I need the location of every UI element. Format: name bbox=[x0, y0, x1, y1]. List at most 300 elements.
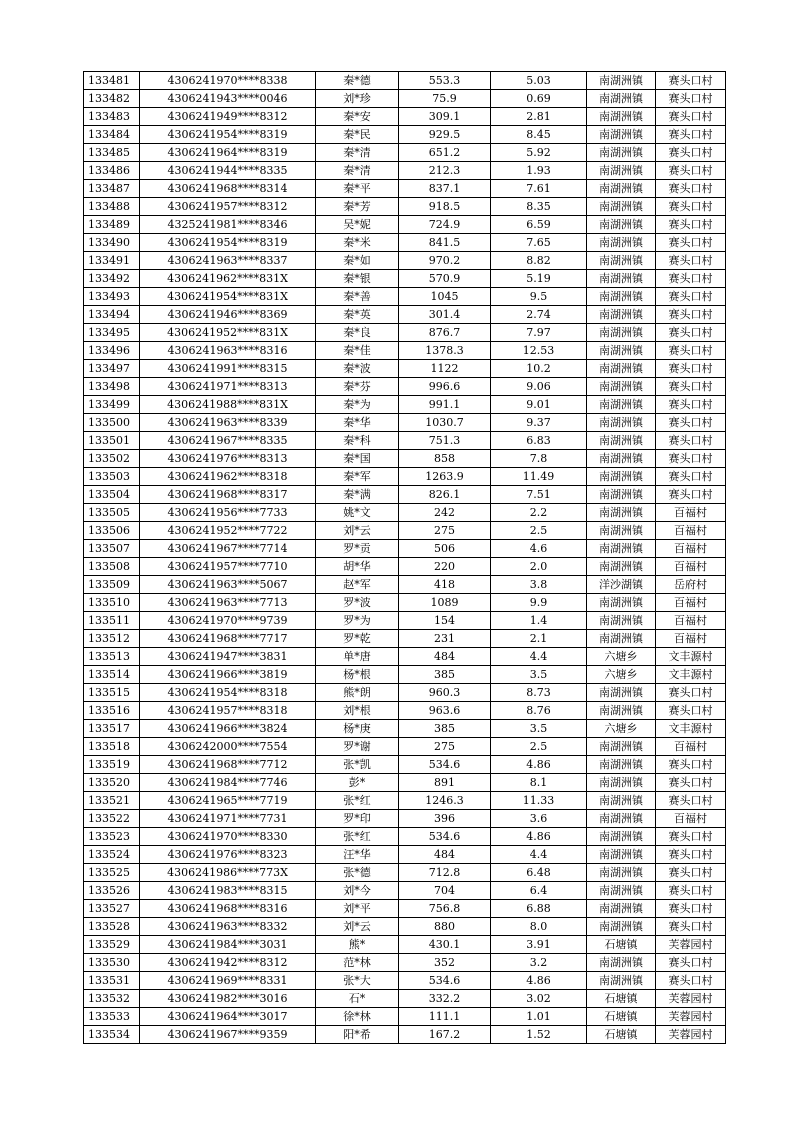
cell-name: 石* bbox=[316, 990, 399, 1008]
cell-name: 秦*安 bbox=[316, 108, 399, 126]
cell-id-number: 4306241969****8331 bbox=[140, 972, 316, 990]
table-row bbox=[84, 414, 726, 432]
cell-village: 赛头口村 bbox=[656, 918, 726, 936]
cell-id-number: 4306241968****7712 bbox=[140, 756, 316, 774]
cell-name: 秦*为 bbox=[316, 396, 399, 414]
cell-amount: 4.86 bbox=[491, 756, 587, 774]
cell-village: 赛头口村 bbox=[656, 684, 726, 702]
cell-area: 167.2 bbox=[399, 1026, 491, 1044]
cell-amount: 6.48 bbox=[491, 864, 587, 882]
cell-name: 刘*平 bbox=[316, 900, 399, 918]
cell-village: 百福村 bbox=[656, 630, 726, 648]
cell-area: 154 bbox=[399, 612, 491, 630]
cell-village: 赛头口村 bbox=[656, 360, 726, 378]
cell-township: 南湖洲镇 bbox=[587, 378, 656, 396]
cell-id-number: 4306241954****8318 bbox=[140, 684, 316, 702]
cell-amount: 6.88 bbox=[491, 900, 587, 918]
cell-village: 赛头口村 bbox=[656, 342, 726, 360]
cell-amount: 9.9 bbox=[491, 594, 587, 612]
cell-village: 百福村 bbox=[656, 558, 726, 576]
cell-amount: 6.83 bbox=[491, 432, 587, 450]
cell-name: 刘*珍 bbox=[316, 90, 399, 108]
table-row bbox=[84, 270, 726, 288]
cell-id-number: 4325241981****8346 bbox=[140, 216, 316, 234]
cell-amount: 9.5 bbox=[491, 288, 587, 306]
cell-township: 南湖洲镇 bbox=[587, 918, 656, 936]
cell-amount: 11.49 bbox=[491, 468, 587, 486]
cell-id-number: 4306241954****831X bbox=[140, 288, 316, 306]
cell-area: 996.6 bbox=[399, 378, 491, 396]
cell-township: 南湖洲镇 bbox=[587, 756, 656, 774]
cell-amount: 8.0 bbox=[491, 918, 587, 936]
cell-name: 秦*米 bbox=[316, 234, 399, 252]
cell-record-number: 133525 bbox=[84, 864, 140, 882]
cell-id-number: 4306241964****8319 bbox=[140, 144, 316, 162]
cell-name: 徐*林 bbox=[316, 1008, 399, 1026]
cell-area: 484 bbox=[399, 648, 491, 666]
cell-township: 南湖洲镇 bbox=[587, 486, 656, 504]
cell-village: 赛头口村 bbox=[656, 126, 726, 144]
cell-record-number: 133520 bbox=[84, 774, 140, 792]
cell-name: 秦*波 bbox=[316, 360, 399, 378]
cell-area: 1122 bbox=[399, 360, 491, 378]
cell-village: 赛头口村 bbox=[656, 864, 726, 882]
cell-area: 484 bbox=[399, 846, 491, 864]
cell-township: 南湖洲镇 bbox=[587, 864, 656, 882]
cell-record-number: 133492 bbox=[84, 270, 140, 288]
cell-village: 芙蓉园村 bbox=[656, 990, 726, 1008]
cell-village: 赛头口村 bbox=[656, 432, 726, 450]
cell-record-number: 133533 bbox=[84, 1008, 140, 1026]
cell-amount: 8.73 bbox=[491, 684, 587, 702]
cell-area: 1089 bbox=[399, 594, 491, 612]
cell-name: 刘*根 bbox=[316, 702, 399, 720]
cell-area: 242 bbox=[399, 504, 491, 522]
cell-record-number: 133524 bbox=[84, 846, 140, 864]
cell-village: 百福村 bbox=[656, 504, 726, 522]
cell-name: 罗*印 bbox=[316, 810, 399, 828]
cell-record-number: 133502 bbox=[84, 450, 140, 468]
cell-area: 430.1 bbox=[399, 936, 491, 954]
cell-amount: 4.6 bbox=[491, 540, 587, 558]
cell-township: 南湖洲镇 bbox=[587, 810, 656, 828]
cell-record-number: 133530 bbox=[84, 954, 140, 972]
cell-amount: 3.02 bbox=[491, 990, 587, 1008]
cell-village: 赛头口村 bbox=[656, 270, 726, 288]
cell-amount: 8.82 bbox=[491, 252, 587, 270]
cell-village: 赛头口村 bbox=[656, 396, 726, 414]
cell-id-number: 4306241966****3819 bbox=[140, 666, 316, 684]
cell-id-number: 4306241983****8315 bbox=[140, 882, 316, 900]
cell-township: 南湖洲镇 bbox=[587, 594, 656, 612]
table-row bbox=[84, 108, 726, 126]
cell-id-number: 4306241986****773X bbox=[140, 864, 316, 882]
cell-amount: 4.4 bbox=[491, 846, 587, 864]
cell-area: 385 bbox=[399, 666, 491, 684]
cell-area: 876.7 bbox=[399, 324, 491, 342]
table-row bbox=[84, 594, 726, 612]
cell-amount: 8.45 bbox=[491, 126, 587, 144]
cell-amount: 6.59 bbox=[491, 216, 587, 234]
cell-id-number: 4306241967****7714 bbox=[140, 540, 316, 558]
cell-record-number: 133500 bbox=[84, 414, 140, 432]
table-row bbox=[84, 234, 726, 252]
table-body bbox=[84, 72, 726, 1044]
cell-id-number: 4306241943****0046 bbox=[140, 90, 316, 108]
cell-name: 范*林 bbox=[316, 954, 399, 972]
cell-amount: 9.06 bbox=[491, 378, 587, 396]
cell-township: 南湖洲镇 bbox=[587, 108, 656, 126]
cell-name: 秦*满 bbox=[316, 486, 399, 504]
cell-id-number: 4306241954****8319 bbox=[140, 234, 316, 252]
cell-village: 赛头口村 bbox=[656, 846, 726, 864]
cell-amount: 2.5 bbox=[491, 522, 587, 540]
cell-area: 724.9 bbox=[399, 216, 491, 234]
cell-name: 张*德 bbox=[316, 864, 399, 882]
cell-name: 罗*谢 bbox=[316, 738, 399, 756]
cell-village: 岳府村 bbox=[656, 576, 726, 594]
cell-township: 南湖洲镇 bbox=[587, 540, 656, 558]
table-row bbox=[84, 72, 726, 90]
table-row bbox=[84, 180, 726, 198]
table-row bbox=[84, 126, 726, 144]
cell-area: 880 bbox=[399, 918, 491, 936]
cell-name: 熊* bbox=[316, 936, 399, 954]
table-row bbox=[84, 882, 726, 900]
table-row bbox=[84, 990, 726, 1008]
cell-village: 赛头口村 bbox=[656, 756, 726, 774]
cell-name: 罗*为 bbox=[316, 612, 399, 630]
cell-village: 文丰源村 bbox=[656, 720, 726, 738]
cell-amount: 4.4 bbox=[491, 648, 587, 666]
cell-area: 385 bbox=[399, 720, 491, 738]
cell-id-number: 4306241968****8314 bbox=[140, 180, 316, 198]
cell-village: 赛头口村 bbox=[656, 252, 726, 270]
cell-name: 汪*华 bbox=[316, 846, 399, 864]
table-row bbox=[84, 360, 726, 378]
cell-record-number: 133517 bbox=[84, 720, 140, 738]
cell-record-number: 133489 bbox=[84, 216, 140, 234]
cell-amount: 3.8 bbox=[491, 576, 587, 594]
cell-record-number: 133483 bbox=[84, 108, 140, 126]
cell-village: 百福村 bbox=[656, 810, 726, 828]
cell-record-number: 133519 bbox=[84, 756, 140, 774]
cell-township: 南湖洲镇 bbox=[587, 468, 656, 486]
cell-village: 赛头口村 bbox=[656, 306, 726, 324]
cell-area: 751.3 bbox=[399, 432, 491, 450]
cell-id-number: 4306241982****3016 bbox=[140, 990, 316, 1008]
cell-area: 918.5 bbox=[399, 198, 491, 216]
cell-record-number: 133498 bbox=[84, 378, 140, 396]
cell-id-number: 4306241963****7713 bbox=[140, 594, 316, 612]
cell-record-number: 133510 bbox=[84, 594, 140, 612]
cell-area: 553.3 bbox=[399, 72, 491, 90]
cell-amount: 3.2 bbox=[491, 954, 587, 972]
cell-township: 南湖洲镇 bbox=[587, 414, 656, 432]
cell-name: 杨*庚 bbox=[316, 720, 399, 738]
cell-area: 1030.7 bbox=[399, 414, 491, 432]
cell-area: 231 bbox=[399, 630, 491, 648]
cell-record-number: 133505 bbox=[84, 504, 140, 522]
cell-record-number: 133528 bbox=[84, 918, 140, 936]
cell-village: 赛头口村 bbox=[656, 468, 726, 486]
cell-id-number: 4306241976****8313 bbox=[140, 450, 316, 468]
cell-name: 杨*根 bbox=[316, 666, 399, 684]
table-row bbox=[84, 558, 726, 576]
cell-name: 秦*芬 bbox=[316, 378, 399, 396]
cell-area: 704 bbox=[399, 882, 491, 900]
cell-id-number: 4306241984****3031 bbox=[140, 936, 316, 954]
cell-id-number: 4306241963****8316 bbox=[140, 342, 316, 360]
cell-township: 石塘镇 bbox=[587, 1008, 656, 1026]
table-row bbox=[84, 864, 726, 882]
cell-amount: 5.19 bbox=[491, 270, 587, 288]
cell-village: 芙蓉园村 bbox=[656, 1026, 726, 1044]
table-row bbox=[84, 810, 726, 828]
cell-village: 赛头口村 bbox=[656, 954, 726, 972]
cell-township: 南湖洲镇 bbox=[587, 90, 656, 108]
cell-name: 秦*军 bbox=[316, 468, 399, 486]
table-row bbox=[84, 90, 726, 108]
cell-township: 南湖洲镇 bbox=[587, 684, 656, 702]
cell-name: 秦*芳 bbox=[316, 198, 399, 216]
cell-id-number: 4306241942****8312 bbox=[140, 954, 316, 972]
cell-name: 刘*云 bbox=[316, 522, 399, 540]
table-row bbox=[84, 198, 726, 216]
cell-township: 六塘乡 bbox=[587, 720, 656, 738]
table-row bbox=[84, 468, 726, 486]
cell-village: 赛头口村 bbox=[656, 792, 726, 810]
cell-village: 赛头口村 bbox=[656, 486, 726, 504]
cell-area: 712.8 bbox=[399, 864, 491, 882]
cell-township: 南湖洲镇 bbox=[587, 180, 656, 198]
cell-id-number: 4306241954****8319 bbox=[140, 126, 316, 144]
cell-township: 南湖洲镇 bbox=[587, 882, 656, 900]
cell-amount: 2.0 bbox=[491, 558, 587, 576]
cell-village: 赛头口村 bbox=[656, 900, 726, 918]
cell-township: 南湖洲镇 bbox=[587, 612, 656, 630]
cell-township: 南湖洲镇 bbox=[587, 342, 656, 360]
cell-amount: 7.65 bbox=[491, 234, 587, 252]
cell-village: 赛头口村 bbox=[656, 108, 726, 126]
cell-amount: 2.1 bbox=[491, 630, 587, 648]
cell-area: 858 bbox=[399, 450, 491, 468]
cell-record-number: 133481 bbox=[84, 72, 140, 90]
cell-area: 891 bbox=[399, 774, 491, 792]
cell-id-number: 4306241988****831X bbox=[140, 396, 316, 414]
table-row bbox=[84, 1026, 726, 1044]
cell-amount: 0.69 bbox=[491, 90, 587, 108]
cell-id-number: 4306241946****8369 bbox=[140, 306, 316, 324]
cell-township: 南湖洲镇 bbox=[587, 972, 656, 990]
cell-area: 352 bbox=[399, 954, 491, 972]
cell-area: 534.6 bbox=[399, 756, 491, 774]
cell-record-number: 133484 bbox=[84, 126, 140, 144]
cell-village: 赛头口村 bbox=[656, 324, 726, 342]
cell-area: 756.8 bbox=[399, 900, 491, 918]
cell-record-number: 133488 bbox=[84, 198, 140, 216]
cell-id-number: 4306241976****8323 bbox=[140, 846, 316, 864]
table-row bbox=[84, 540, 726, 558]
table-row bbox=[84, 612, 726, 630]
cell-record-number: 133499 bbox=[84, 396, 140, 414]
table-row bbox=[84, 486, 726, 504]
table-row bbox=[84, 792, 726, 810]
cell-amount: 11.33 bbox=[491, 792, 587, 810]
cell-township: 南湖洲镇 bbox=[587, 522, 656, 540]
cell-village: 赛头口村 bbox=[656, 828, 726, 846]
table-row bbox=[84, 450, 726, 468]
cell-village: 赛头口村 bbox=[656, 288, 726, 306]
cell-name: 罗*波 bbox=[316, 594, 399, 612]
table-row bbox=[84, 936, 726, 954]
cell-village: 百福村 bbox=[656, 522, 726, 540]
cell-amount: 12.53 bbox=[491, 342, 587, 360]
cell-area: 991.1 bbox=[399, 396, 491, 414]
cell-name: 秦*如 bbox=[316, 252, 399, 270]
cell-name: 刘*云 bbox=[316, 918, 399, 936]
cell-area: 841.5 bbox=[399, 234, 491, 252]
table-row bbox=[84, 846, 726, 864]
cell-township: 南湖洲镇 bbox=[587, 432, 656, 450]
cell-id-number: 4306241968****7717 bbox=[140, 630, 316, 648]
cell-record-number: 133495 bbox=[84, 324, 140, 342]
cell-amount: 2.81 bbox=[491, 108, 587, 126]
cell-id-number: 4306241944****8335 bbox=[140, 162, 316, 180]
table-row bbox=[84, 342, 726, 360]
cell-id-number: 4306241956****7733 bbox=[140, 504, 316, 522]
cell-village: 赛头口村 bbox=[656, 774, 726, 792]
cell-record-number: 133490 bbox=[84, 234, 140, 252]
cell-village: 文丰源村 bbox=[656, 648, 726, 666]
cell-township: 南湖洲镇 bbox=[587, 396, 656, 414]
cell-township: 南湖洲镇 bbox=[587, 702, 656, 720]
cell-village: 赛头口村 bbox=[656, 90, 726, 108]
cell-amount: 8.1 bbox=[491, 774, 587, 792]
cell-township: 南湖洲镇 bbox=[587, 216, 656, 234]
cell-name: 秦*科 bbox=[316, 432, 399, 450]
table-row bbox=[84, 396, 726, 414]
cell-village: 百福村 bbox=[656, 738, 726, 756]
cell-record-number: 133514 bbox=[84, 666, 140, 684]
table-row bbox=[84, 954, 726, 972]
cell-area: 332.2 bbox=[399, 990, 491, 1008]
cell-township: 南湖洲镇 bbox=[587, 252, 656, 270]
table-row bbox=[84, 144, 726, 162]
cell-id-number: 4306241970****8330 bbox=[140, 828, 316, 846]
cell-id-number: 4306241964****3017 bbox=[140, 1008, 316, 1026]
cell-id-number: 4306241957****8312 bbox=[140, 198, 316, 216]
cell-village: 赛头口村 bbox=[656, 198, 726, 216]
cell-name: 张*红 bbox=[316, 828, 399, 846]
cell-area: 826.1 bbox=[399, 486, 491, 504]
cell-area: 301.4 bbox=[399, 306, 491, 324]
table-row bbox=[84, 522, 726, 540]
cell-township: 南湖洲镇 bbox=[587, 828, 656, 846]
cell-village: 芙蓉园村 bbox=[656, 936, 726, 954]
cell-name: 赵*军 bbox=[316, 576, 399, 594]
cell-area: 837.1 bbox=[399, 180, 491, 198]
cell-record-number: 133487 bbox=[84, 180, 140, 198]
cell-name: 单*唐 bbox=[316, 648, 399, 666]
cell-village: 百福村 bbox=[656, 612, 726, 630]
cell-name: 秦*德 bbox=[316, 72, 399, 90]
cell-area: 570.9 bbox=[399, 270, 491, 288]
cell-id-number: 4306241963****8337 bbox=[140, 252, 316, 270]
cell-id-number: 4306241984****7746 bbox=[140, 774, 316, 792]
cell-id-number: 4306241968****8316 bbox=[140, 900, 316, 918]
table-row bbox=[84, 288, 726, 306]
cell-record-number: 133509 bbox=[84, 576, 140, 594]
cell-township: 南湖洲镇 bbox=[587, 288, 656, 306]
cell-record-number: 133521 bbox=[84, 792, 140, 810]
cell-record-number: 133482 bbox=[84, 90, 140, 108]
cell-township: 南湖洲镇 bbox=[587, 774, 656, 792]
cell-township: 南湖洲镇 bbox=[587, 738, 656, 756]
cell-record-number: 133504 bbox=[84, 486, 140, 504]
cell-amount: 1.52 bbox=[491, 1026, 587, 1044]
cell-amount: 3.91 bbox=[491, 936, 587, 954]
table-row bbox=[84, 738, 726, 756]
table-row bbox=[84, 252, 726, 270]
cell-area: 1263.9 bbox=[399, 468, 491, 486]
cell-township: 南湖洲镇 bbox=[587, 630, 656, 648]
cell-id-number: 4306241963****8339 bbox=[140, 414, 316, 432]
cell-amount: 3.5 bbox=[491, 720, 587, 738]
cell-amount: 7.61 bbox=[491, 180, 587, 198]
cell-record-number: 133527 bbox=[84, 900, 140, 918]
table-row bbox=[84, 774, 726, 792]
cell-id-number: 4306241952****831X bbox=[140, 324, 316, 342]
cell-amount: 7.8 bbox=[491, 450, 587, 468]
cell-amount: 4.86 bbox=[491, 828, 587, 846]
cell-id-number: 4306242000****7554 bbox=[140, 738, 316, 756]
cell-amount: 3.5 bbox=[491, 666, 587, 684]
table-row bbox=[84, 324, 726, 342]
cell-id-number: 4306241947****3831 bbox=[140, 648, 316, 666]
cell-area: 418 bbox=[399, 576, 491, 594]
cell-record-number: 133506 bbox=[84, 522, 140, 540]
cell-record-number: 133532 bbox=[84, 990, 140, 1008]
cell-village: 百福村 bbox=[656, 540, 726, 558]
cell-id-number: 4306241971****7731 bbox=[140, 810, 316, 828]
cell-name: 秦*民 bbox=[316, 126, 399, 144]
cell-id-number: 4306241968****8317 bbox=[140, 486, 316, 504]
table-row bbox=[84, 828, 726, 846]
cell-name: 罗*乾 bbox=[316, 630, 399, 648]
cell-record-number: 133493 bbox=[84, 288, 140, 306]
table-row bbox=[84, 576, 726, 594]
cell-record-number: 133485 bbox=[84, 144, 140, 162]
cell-township: 南湖洲镇 bbox=[587, 450, 656, 468]
cell-record-number: 133491 bbox=[84, 252, 140, 270]
cell-village: 赛头口村 bbox=[656, 882, 726, 900]
table-row bbox=[84, 702, 726, 720]
cell-id-number: 4306241957****7710 bbox=[140, 558, 316, 576]
cell-village: 芙蓉园村 bbox=[656, 1008, 726, 1026]
cell-record-number: 133501 bbox=[84, 432, 140, 450]
cell-amount: 6.4 bbox=[491, 882, 587, 900]
cell-name: 彭* bbox=[316, 774, 399, 792]
cell-record-number: 133496 bbox=[84, 342, 140, 360]
table-row bbox=[84, 432, 726, 450]
cell-township: 南湖洲镇 bbox=[587, 792, 656, 810]
cell-township: 石塘镇 bbox=[587, 936, 656, 954]
cell-area: 396 bbox=[399, 810, 491, 828]
cell-id-number: 4306241963****5067 bbox=[140, 576, 316, 594]
cell-area: 275 bbox=[399, 738, 491, 756]
cell-id-number: 4306241962****8318 bbox=[140, 468, 316, 486]
